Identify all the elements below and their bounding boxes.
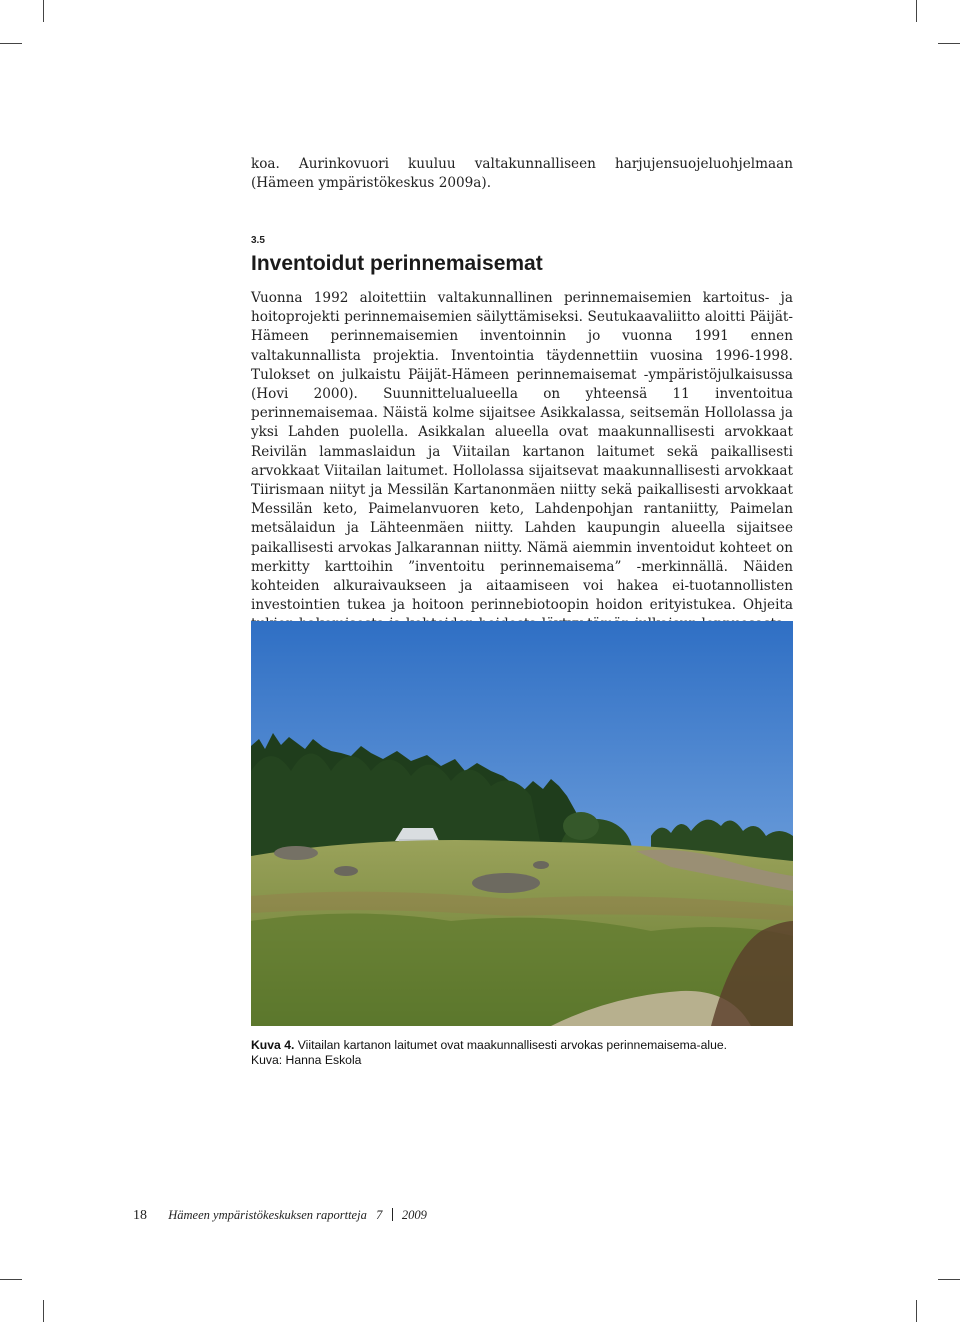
crop-mark [916, 0, 917, 22]
page-footer [133, 1207, 427, 1224]
crop-mark [916, 1300, 917, 1322]
meadow-photo [251, 621, 793, 1026]
section-number: 3.5 [251, 235, 265, 246]
crop-mark [938, 1279, 960, 1280]
section-title: Inventoidut perinnemaisemat [251, 252, 543, 275]
crop-mark [938, 43, 960, 44]
caption-line [251, 1038, 811, 1053]
photo-credit: Kuva: Hanna Eskola [251, 1053, 362, 1067]
journal-volume: 7 [376, 1208, 383, 1222]
crop-mark [0, 43, 22, 44]
page-number: 18 [133, 1208, 147, 1223]
body-paragraph: Vuonna 1992 aloitettiin valtakunnallinen perinnemaisemien kartoitus- ja hoitoprojekti perinnemaisemien säilyttämiseksi. Seutukaavaliitto aloitti Päijät-Hämeen perinnemaisemien inventoinnin jo vuonna 1991 ennen valtakunnallista projektia. Inventointia täydennettiin vuosina 1996-1998. Tulokset on julkaistu Päijät-Hämeen perinnemaisemat -ympäristöjulkaisussa (Hovi 2000). Suunnittelualueella on yhteensä 11 inventoitua perinnemaisemaa. Näistä kolme sijaitsee Asikkalassa, seitsemän Hollolassa ja yksi Lahden puolella. Asikkalan alueella ovat maakunnallisesti arvokkaat Reivilän lammaslaidun ja Viitailan kartanon laitumet sekä paikallisesti arvokkaat Viitailan laitumet. Hollolassa sijaitsevat maakunnallisesti arvokkaat Tiirismaan niityt ja Messilän Kartanonmäen niitty sekä paikallisesti arvokkaat Messilän keto, Paimelanvuoren keto, Lahdenpohjan rantaniitty, Paimelan metsälaidun ja Lähteenmäen niitty. Lahden kaupungin alueella sijaitsee paikallisesti arvokas Jalkarannan niitty. Nämä aiemmin inventoidut kohteet on merkitty karttoihin ”inventoitu perinnemaisema” -merkinnällä. Näiden kohteiden alkuraivaukseen ja aitaamiseen voi hakea ei-tuotannollisten investointien tukea ja hoitoon perinnebiotoopin hoidon erityistukea. Ohjeita [251, 290, 793, 614]
crop-mark [43, 1300, 44, 1322]
journal-name: Hämeen ympäristökeskuksen raportteja [168, 1208, 367, 1222]
lead-paragraph: koa. Aurinkovuori kuuluu valtakunnalliseen harjujensuojeluohjelmaan (Hämeen ympäristökeskus 2009a). [251, 156, 793, 192]
caption-text: Viitailan kartanon laitumet ovat maakunnallisesti arvokas perinnemaisema-alue. [297, 1038, 728, 1052]
crop-mark [0, 1279, 22, 1280]
caption-label: Kuva 4. [251, 1038, 295, 1052]
journal-year: 2009 [401, 1208, 427, 1222]
crop-mark [43, 0, 44, 22]
boulder [472, 873, 540, 893]
figure-caption [251, 1038, 811, 1068]
footer-divider [392, 1208, 393, 1221]
